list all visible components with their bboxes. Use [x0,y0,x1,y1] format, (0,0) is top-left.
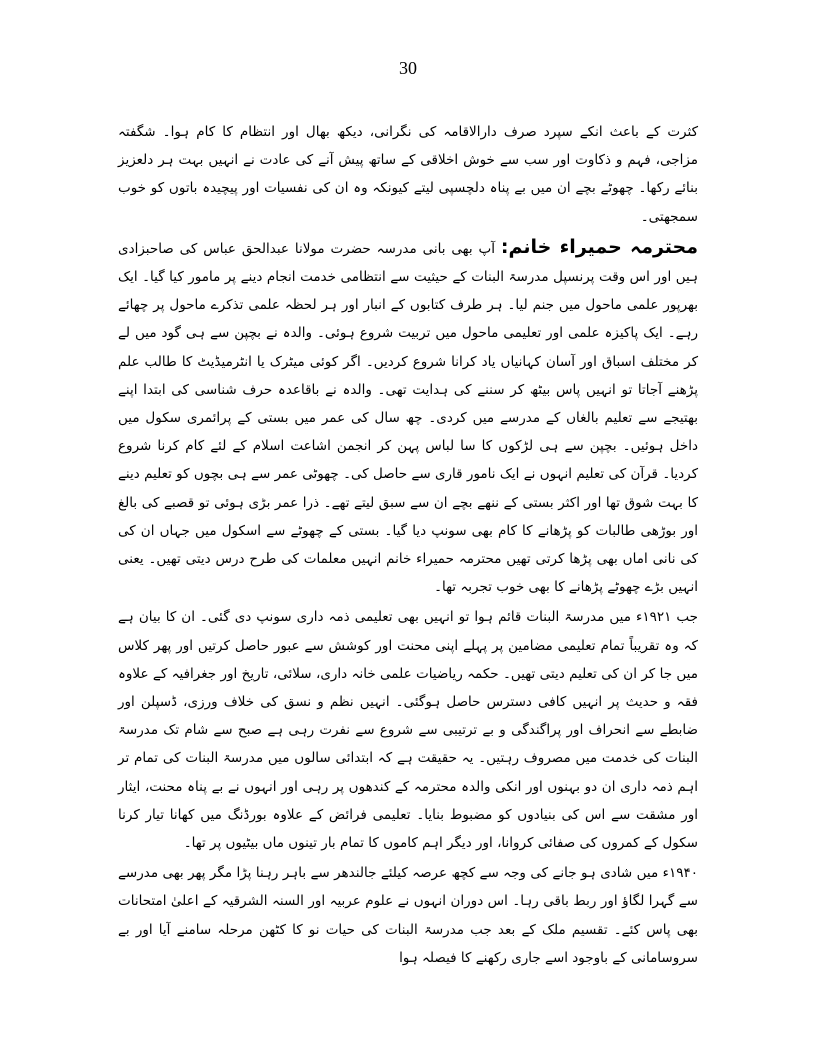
paragraph-humaira-khanam [118,233,698,602]
page-number: 30 [399,58,417,78]
paragraph-madrasa-founding: جب ۱۹۲۱ء میں مدرسۃ البنات قائم ہوا تو انہیں بھی تعلیمی ذمہ داری سونپ دی گئی۔ ان کا بیان ہے کہ وہ تقریباً تمام تعلیمی مضامین پر پہلے اپنی محنت اور کوشش سے عبور حاصل کرتیں اور پھر کلاس میں جا کر ان کی تعلیم دیتی تھیں۔ حکمہ ریاضیات علمی خانہ داری، سلائی، تاریخ اور جغرافیہ کے علاوہ فقہ و حدیث پر انہیں کافی دسترس حاصل ہوگئی۔ انہیں نظم و نسق کی خلاف ورزی، ڈسپلن اور ضابطے سے انحراف اور پراگندگی و بے ترتیبی سے شروع سے نفرت رہی ہے صبح سے شام تک مدرسۃ البنات کی خدمت میں مصروف رہتیں۔ یہ حقیقت ہے کہ ابتدائی سالوں میں مدرسۃ البنات کی تمام تر اہم ذمہ داری ان دو بہنوں اور انکی والدہ محترمہ کے کندھوں پر رہی اور انہوں نے بے پناہ محنت، ایثار اور مشقت سے اس کی بنیادوں کو مضبوط بنایا۔ تعلیمی فرائض کے علاوہ بورڈنگ میں کھانا تیار کرنا سکول کے کمروں کی صفائی کروانا، اور دیگر اہم کاموں کا تمام بار تینوں ماں بیٹیوں پر تھا۔ [118,609,698,852]
paragraph-intro: کثرت کے باعث انکے سپرد صرف دارالاقامہ کی نگرانی، دیکھ بھال اور انتظام کا کام ہوا۔ شگفتہ مزاجی، فہم و ذکاوت اور سب سے خوش اخلاقی کے ساتھ پیش آنے کی عادت نے انہیں بہت ہر دلعزیز بنائے رکھا۔ چھوٹے بچے ان میں بے پناہ دلچسپی لیتے کیونکہ وہ ان کی نفسیات اور پیچیدہ باتوں کو خوب سمجھتی۔ [118,124,698,225]
page-body [118,118,698,972]
section-heading-humaira-khanam: محترمہ حمیراء خانم: [500,235,698,258]
paragraph-humaira-body: آپ بھی بانی مدرسہ حضرت مولانا عبدالحق عباس کی صاحبزادی ہیں اور اس وقت پرنسپل مدرسۃ البنات کے حیثیت سے انتظامی خدمت انجام دینے پر مامور کیا گیا۔ ایک بھرپور علمی ماحول میں جنم لیا۔ ہر طرف کتابوں کے انبار اور ہر لحظہ علمی تذکرے ماحول پر چھائے رہے۔ ایک پاکیزہ علمی اور تعلیمی ماحول میں تربیت شروع ہوئی۔ والدہ نے بچپن سے ہی گود میں لے کر مختلف اسباق اور آسان کہانیاں یاد کرانا شروع کردیں۔ اگر کوئی میٹرک یا انٹرمیڈیٹ کا طالب علم پڑھنے آجاتا تو انہیں پاس بیٹھ کر سننے کی ہدایت تھی۔ والدہ نے باقاعدہ حرف شناسی کی ابتدا اپنے بھتیجے سے تعلیم بالغاں کے مدرسے میں کردی۔ چھ سال کی عمر میں بستی کے پرائمری سکول میں داخل ہوئیں۔ بچپن سے ہی لڑکوں کا سا لباس پہن کر انجمن اشاعت اسلام کے لئے کام کرنا شروع کردیا۔ قرآن کی تعلیم انہوں نے ایک نامور قاری سے حاصل کی۔ چھوٹی عمر سے ہی بچوں کو تعلیم دینے کا بہت شوق تھا اور اکثر بستی کے ننھے بچے ان سے سبق لیتے تھے۔ ذرا عمر بڑی ہوئی تو قصبے کی بالغ اور بوڑھی طالبات کو پڑھانے کا کام بھی سونپ دیا گیا۔ بستی کے چھوٹے سے اسکول میں جہاں ان کی کی نانی اماں بھی پڑھا کرتی تھیں محترمہ حمیراء خانم انہیں معلمات کی طرح درس دیتی تھیں۔ یعنی انہیں بڑے چھوٹے پڑھانے کا بھی خوب تجربہ تھا۔ [118,240,698,596]
paragraph-marriage-partition: ۱۹۴۰ء میں شادی ہو جانے کی وجہ سے کچھ عرصہ کیلئے جالندھر سے باہر رہنا پڑا مگر پھر بھی مدرسے سے گہرا لگاؤ اور ربط باقی رہا۔ اس دوران انہوں نے علوم عربیہ اور السنہ الشرقیہ کے اعلیٰ امتحانات بھی پاس کئے۔ تقسیم ملک کے بعد جب مدرسۃ البنات کی حیات نو کا کٹھن مرحلہ سامنے آیا اور بے سروسامانی کے باوجود اسے جاری رکھنے کا فیصلہ ہوا [118,865,698,966]
